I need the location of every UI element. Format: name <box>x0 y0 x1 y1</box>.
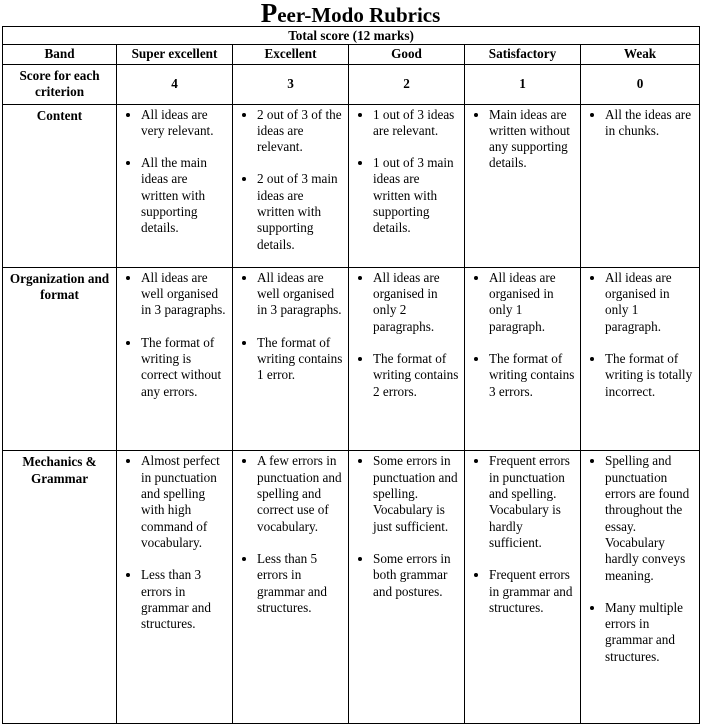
criterion-row-content <box>3 104 700 267</box>
criterion-label: Organization and format <box>3 267 117 451</box>
descriptor-list <box>233 107 344 253</box>
score-row-label: Score for each criterion <box>3 64 117 104</box>
descriptor-item: • Frequent errors in grammar and structures. <box>489 567 576 616</box>
descriptor-item: • The format of writing is correct without any errors. <box>141 335 228 400</box>
descriptor-item: • Frequent errors in punctuation and spelling. Vocabulary is hardly sufficient. <box>489 453 576 551</box>
score-value: 3 <box>233 64 349 104</box>
descriptor-list <box>465 107 576 172</box>
page-title <box>0 0 701 26</box>
rubric-table <box>2 26 700 724</box>
descriptor-item: • All ideas are organised in only 1 paragraph. <box>605 270 695 335</box>
descriptor-item: • Spelling and punctuation errors are found throughout the essay. Vocabulary hardly conveys meaning. <box>605 453 695 583</box>
descriptor-list <box>581 453 695 665</box>
descriptor-item: • Many multiple errors in grammar and structures. <box>605 600 695 665</box>
descriptor-list <box>581 270 695 400</box>
score-value: 1 <box>465 64 581 104</box>
descriptor-item: • The format of writing contains 3 errors. <box>489 351 576 400</box>
descriptor-item: • Main ideas are written without any supporting details. <box>489 107 576 172</box>
descriptor-item: • All ideas are well organised in 3 paragraphs. <box>257 270 344 319</box>
total-score-header: Total score (12 marks) <box>3 27 700 45</box>
descriptor-item: • 2 out of 3 main ideas are written with supporting details. <box>257 171 344 252</box>
descriptor-item: • 2 out of 3 of the ideas are relevant. <box>257 107 344 156</box>
band-satisfactory: Satisfactory <box>465 45 581 64</box>
criterion-label: Mechanics & Grammar <box>3 451 117 724</box>
descriptor-item: • All the ideas are in chunks. <box>605 107 695 140</box>
descriptor-list <box>117 270 228 400</box>
descriptor-item: • All ideas are very relevant. <box>141 107 228 140</box>
descriptor-item: • A few errors in punctuation and spelling and correct use of vocabulary. <box>257 453 344 534</box>
descriptor-item: • All ideas are well organised in 3 paragraphs. <box>141 270 228 319</box>
descriptor-item: • All ideas are organised in only 1 paragraph. <box>489 270 576 335</box>
descriptor-item: • The format of writing is totally incorrect. <box>605 351 695 400</box>
score-value: 2 <box>349 64 465 104</box>
band-excellent: Excellent <box>233 45 349 64</box>
criterion-row-mechanics <box>3 451 700 724</box>
descriptor-item: • 1 out of 3 ideas are relevant. <box>373 107 460 140</box>
score-value: 4 <box>117 64 233 104</box>
band-good: Good <box>349 45 465 64</box>
descriptor-item: • All ideas are organised in only 2 paragraphs. <box>373 270 460 335</box>
descriptor-list <box>349 270 460 400</box>
descriptor-list <box>233 453 344 616</box>
descriptor-list <box>349 453 460 599</box>
criterion-label: Content <box>3 104 117 267</box>
band-super-excellent: Super excellent <box>117 45 233 64</box>
descriptor-item: • Some errors in punctuation and spelling. Vocabulary is just sufficient. <box>373 453 460 534</box>
descriptor-item: • 1 out of 3 main ideas are written with supporting details. <box>373 155 460 236</box>
descriptor-list <box>233 270 344 384</box>
title-initial: P <box>260 0 278 28</box>
descriptor-list <box>349 107 460 237</box>
title-rest: eer-Modo Rubrics <box>277 3 441 27</box>
descriptor-list <box>465 270 576 400</box>
descriptor-item: • Less than 3 errors in grammar and structures. <box>141 567 228 632</box>
band-weak: Weak <box>581 45 700 64</box>
descriptor-item: • Some errors in both grammar and postures. <box>373 551 460 600</box>
criterion-row-organization <box>3 267 700 451</box>
descriptor-item: • Almost perfect in punctuation and spelling with high command of vocabulary. <box>141 453 228 551</box>
descriptor-list <box>117 453 228 632</box>
band-header: Band <box>3 45 117 64</box>
descriptor-item: • Less than 5 errors in grammar and structures. <box>257 551 344 616</box>
descriptor-list <box>117 107 228 237</box>
descriptor-list <box>465 453 576 616</box>
descriptor-list <box>581 107 695 140</box>
descriptor-item: • The format of writing contains 2 errors. <box>373 351 460 400</box>
descriptor-item: • All the main ideas are written with supporting details. <box>141 155 228 236</box>
score-value: 0 <box>581 64 700 104</box>
descriptor-item: • The format of writing contains 1 error. <box>257 335 344 384</box>
